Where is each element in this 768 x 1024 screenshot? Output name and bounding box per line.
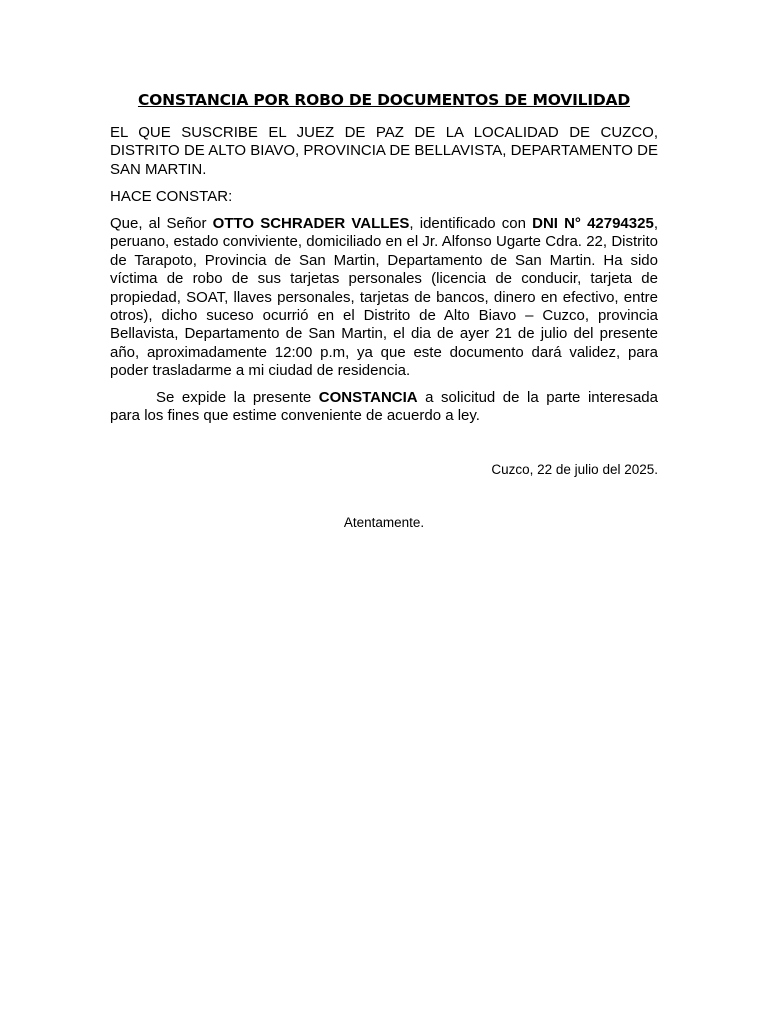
constancia-word: CONSTANCIA bbox=[318, 389, 418, 406]
body-paragraph bbox=[110, 215, 658, 381]
body-text-part1: Que, al Señor bbox=[110, 215, 213, 232]
expide-text-part2: a solicitud de la parte interesada para los fines que estime conveniente de acuerdo a ley. bbox=[110, 389, 658, 425]
intro-paragraph: EL QUE SUSCRIBE EL JUEZ DE PAZ DE LA LOCALIDAD DE CUZCO, DISTRITO DE ALTO BIAVO, PROVINCIA DE BELLAVISTA, DEPARTAMENTO DE SAN MARTIN. bbox=[110, 124, 658, 178]
expide-paragraph bbox=[110, 389, 658, 426]
body-text-part2: , identificado con bbox=[409, 215, 533, 232]
hace-constar-heading: HACE CONSTAR: bbox=[110, 188, 233, 205]
document-title: CONSTANCIA POR ROBO DE DOCUMENTOS DE MOVILIDAD bbox=[137, 91, 631, 109]
expide-text-part1: Se expide la presente bbox=[156, 389, 319, 406]
dni-number: DNI N° 42794325 bbox=[532, 215, 654, 232]
body-text-part3: , peruano, estado conviviente, domiciliado en el Jr. Alfonso Ugarte Cdra. 22, Distrito de Tarapoto, Provincia de San Martin, Departamento de San Martin. Ha sido víctima de robo de sus tarjetas personales (licencia de conducir, tarjeta de propiedad, SOAT, llaves personales, tarjetas de bancos, dinero en efectivo, entre otros), dicho suceso ocurrió en el Distrito de Alto Biavo – Cuzco, provincia Bellavista, Departamento de San Martin, el dia de ayer 21 de julio del presente año, aproximadamente 12:00 p.m, ya que este documento dará validez, para poder trasladarme a mi ciudad de residencia. bbox=[110, 215, 658, 380]
closing-text: Atentamente. bbox=[343, 515, 425, 530]
person-name: OTTO SCHRADER VALLES bbox=[212, 215, 410, 232]
date-line: Cuzco, 22 de julio del 2025. bbox=[491, 462, 658, 477]
